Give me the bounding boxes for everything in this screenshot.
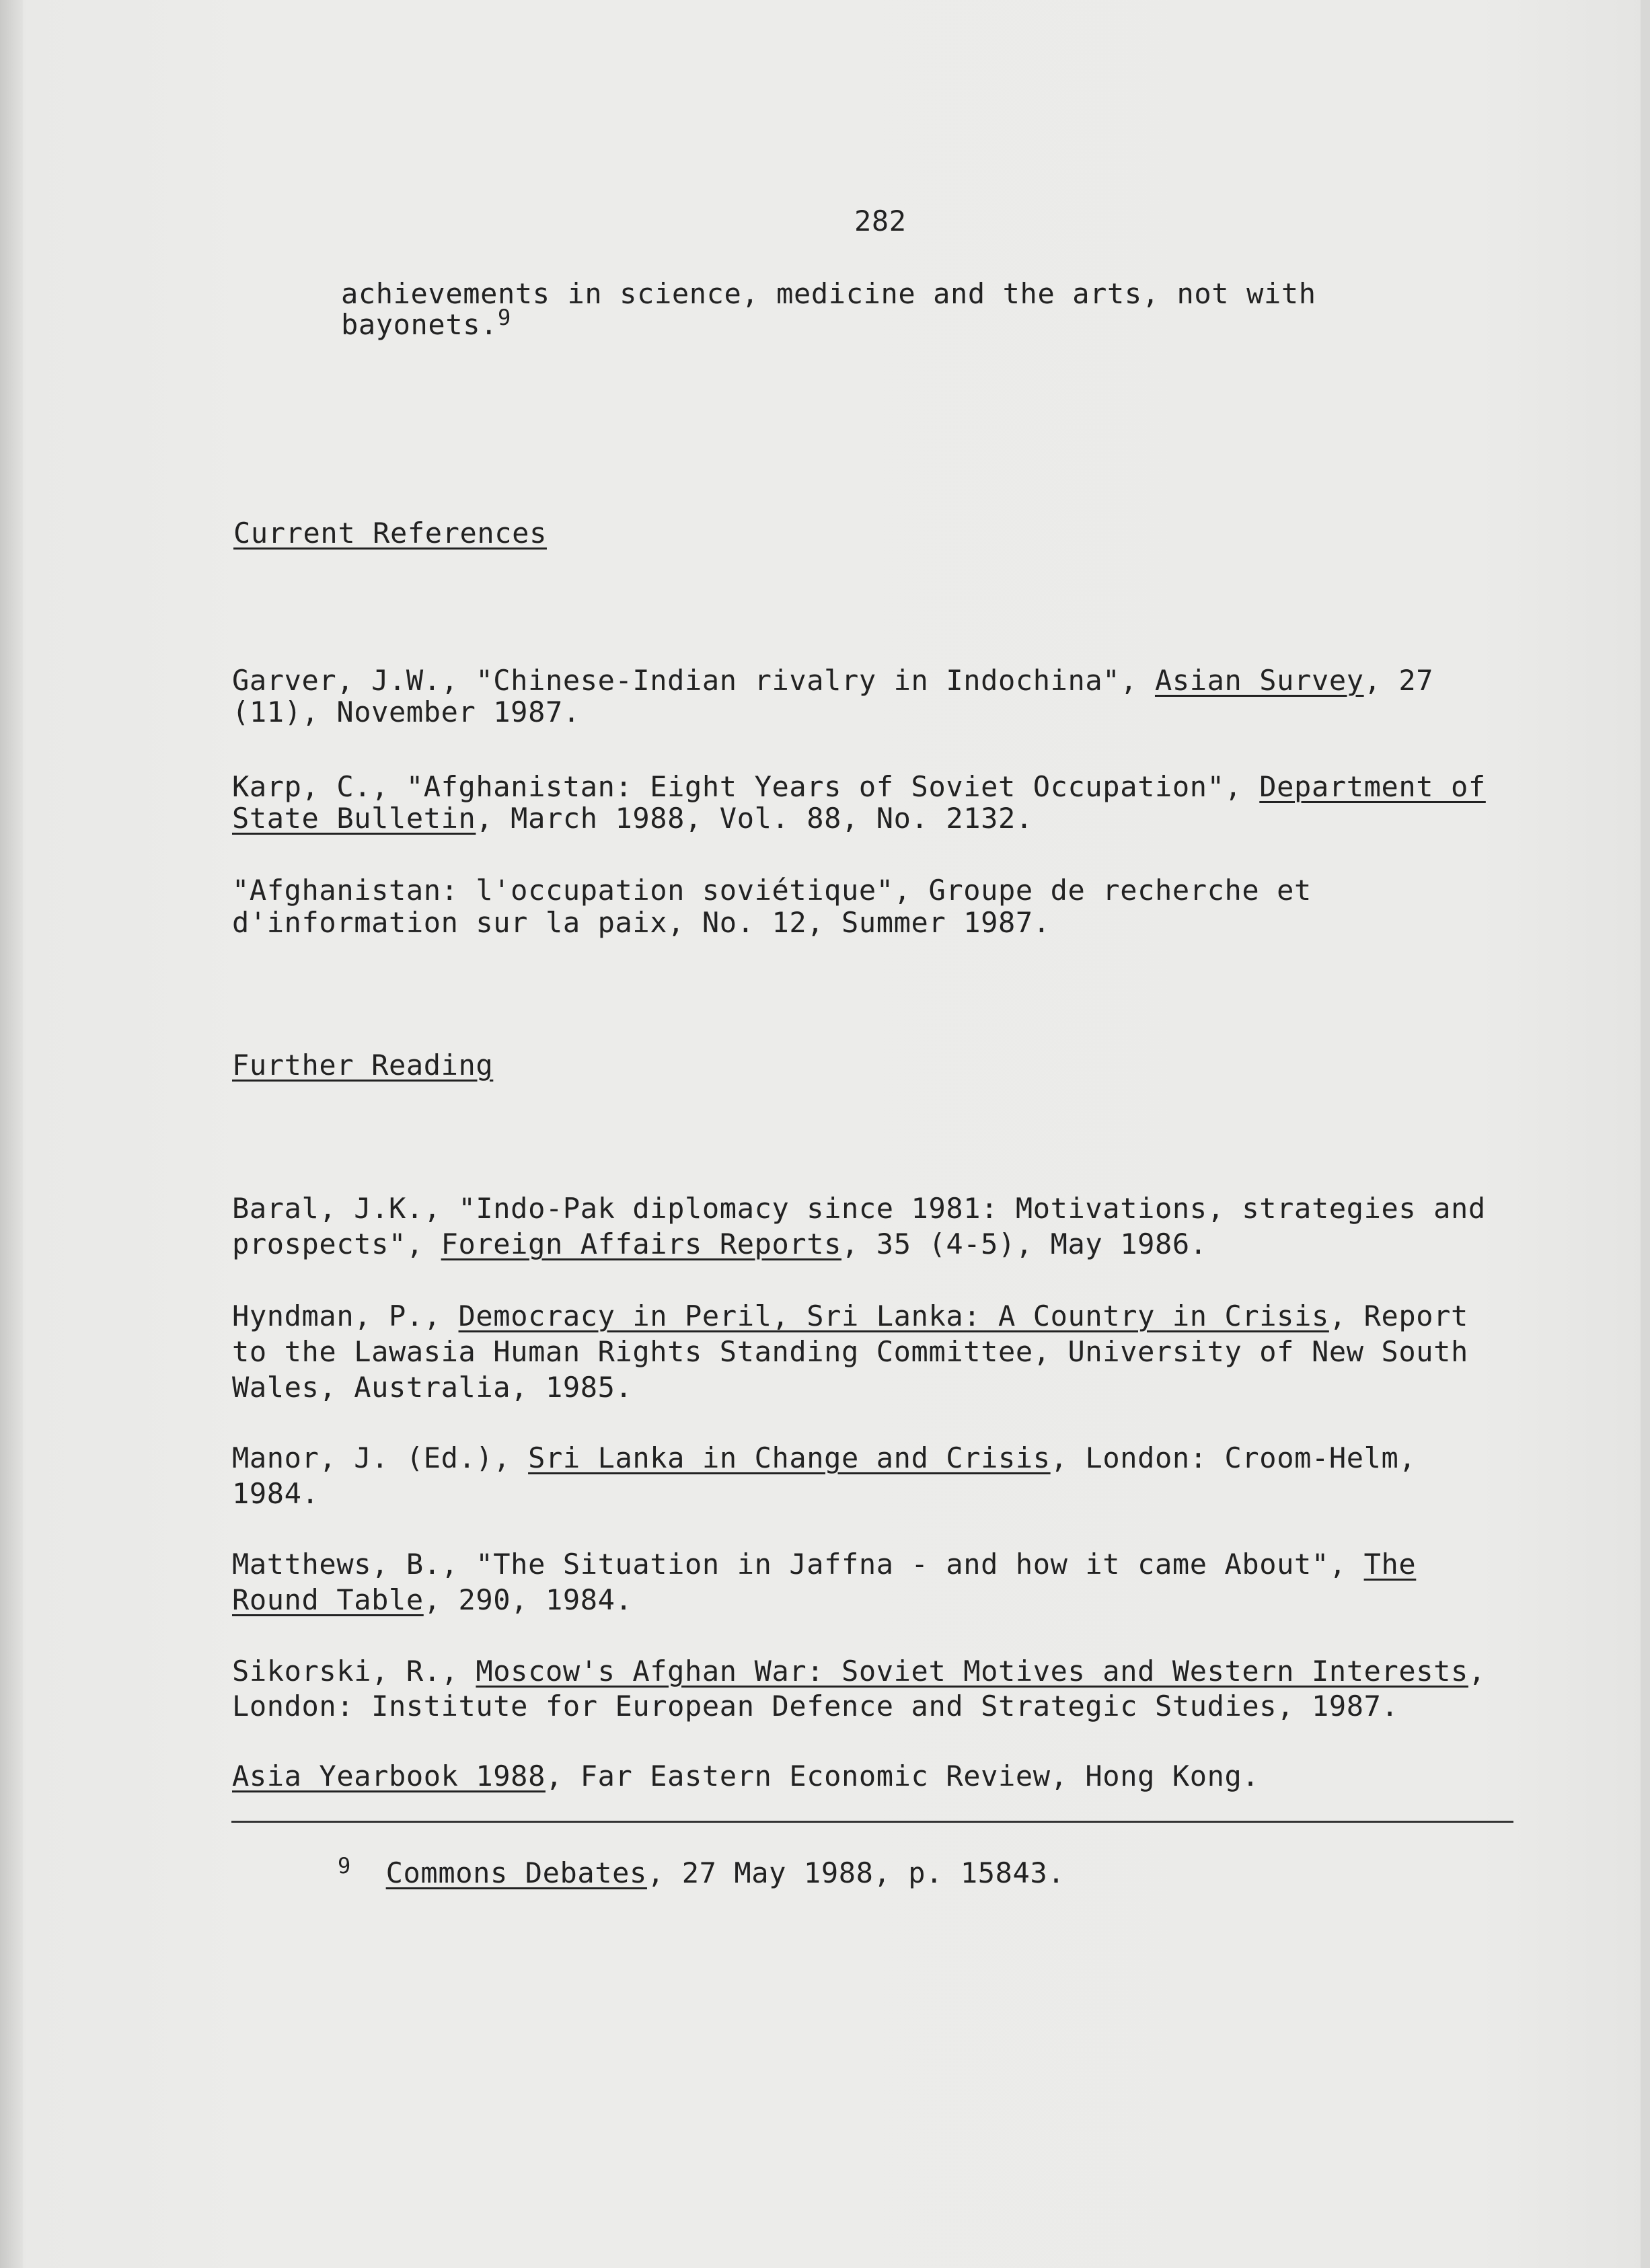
reading-text: to the Lawasia Human Rights Standing Committee, University of New South <box>232 1335 1468 1368</box>
footnote-number: 9 <box>338 1853 351 1879</box>
reference-line <box>232 663 1433 699</box>
intro-line-2 <box>341 307 511 345</box>
further-reading-heading: Further Reading <box>232 1049 494 1082</box>
intro-line-2-text: bayonets. <box>341 308 498 341</box>
reference-title: Department of <box>1259 770 1486 803</box>
reading-title: Foreign Affairs Reports <box>441 1227 842 1260</box>
reference-title: Asian Survey <box>1154 664 1364 697</box>
reading-title: Round Table <box>232 1583 424 1616</box>
footnote-divider <box>231 1821 1513 1823</box>
reading-title: The <box>1363 1548 1417 1581</box>
binding-shadow <box>0 0 23 2268</box>
intro-line-1: achievements in science, medicine and the arts, not with <box>341 277 1316 310</box>
reading-text: 1984. <box>232 1477 320 1510</box>
current-references-heading: Current References <box>233 517 547 550</box>
reading-text: , 290, 1984. <box>423 1583 633 1616</box>
page-edge <box>1641 0 1650 2268</box>
reading-text: Hyndman, P., <box>232 1299 459 1332</box>
reference-text: , March 1988, Vol. 88, No. 2132. <box>476 802 1033 835</box>
reading-text: , 35 (4-5), May 1986. <box>841 1227 1207 1260</box>
reference-text: , 27 <box>1363 664 1434 697</box>
reading-line <box>232 1226 1207 1262</box>
reading-line <box>232 1653 1486 1690</box>
reading-line <box>232 1334 1468 1370</box>
reading-line <box>232 1369 632 1406</box>
footnote-text: , 27 May 1988, p. 15843. <box>646 1856 1065 1889</box>
reading-text: , London: Croom-Helm, <box>1050 1441 1417 1474</box>
reading-text: , Far Eastern Economic Review, Hong Kong. <box>545 1760 1260 1792</box>
reading-line <box>232 1546 1416 1583</box>
reference-line <box>232 694 580 730</box>
reading-text: Baral, J.K., "Indo-Pak diplomacy since 1981: Motivations, strategies and <box>232 1192 1486 1225</box>
reading-text: Manor, J. (Ed.), <box>232 1441 529 1474</box>
reference-text: Karp, C., "Afghanistan: Eight Years of Soviet Occupation", <box>232 770 1260 803</box>
reading-title: Asia Yearbook 1988 <box>232 1760 546 1792</box>
reference-line <box>232 905 1051 941</box>
reading-text: Wales, Australia, 1985. <box>232 1371 633 1404</box>
reading-title: Sri Lanka in Change and Crisis <box>528 1441 1051 1474</box>
reading-line <box>232 1758 1259 1794</box>
reference-text: d'information sur la paix, No. 12, Summer 1987. <box>232 906 1051 939</box>
reference-title: State Bulletin <box>232 802 476 835</box>
reading-line <box>232 1688 1398 1725</box>
reading-line <box>232 1476 319 1512</box>
footnote-reference: 9 <box>497 305 511 330</box>
reference-line <box>232 872 1312 909</box>
reference-text: (11), November 1987. <box>232 695 580 728</box>
reading-title: Moscow's Afghan War: Soviet Motives and Western Interests <box>476 1655 1468 1688</box>
reading-title: Democracy in Peril, Sri Lanka: A Country in Crisis <box>458 1299 1329 1332</box>
reading-line <box>232 1190 1486 1227</box>
reference-text: "Afghanistan: l'occupation soviétique", Groupe de recherche et <box>232 874 1312 907</box>
reference-line <box>232 769 1486 805</box>
reference-line <box>232 800 1033 837</box>
reference-text: Garver, J.W., "Chinese-Indian rivalry in Indochina", <box>232 664 1155 697</box>
reading-text: , Report <box>1328 1299 1468 1332</box>
reading-text: Sikorski, R., <box>232 1655 476 1688</box>
footnote <box>338 1855 1065 1893</box>
reading-line <box>232 1582 632 1618</box>
page-number: 282 <box>854 204 907 237</box>
footnote-title: Commons Debates <box>385 1856 647 1889</box>
reading-text: , <box>1468 1655 1486 1688</box>
reading-text: London: Institute for European Defence and Strategic Studies, 1987. <box>232 1690 1399 1723</box>
reading-text: prospects", <box>232 1227 441 1260</box>
reading-line <box>232 1440 1416 1476</box>
reading-text: Matthews, B., "The Situation in Jaffna - and how it came About", <box>232 1548 1364 1581</box>
reading-line <box>232 1298 1468 1334</box>
